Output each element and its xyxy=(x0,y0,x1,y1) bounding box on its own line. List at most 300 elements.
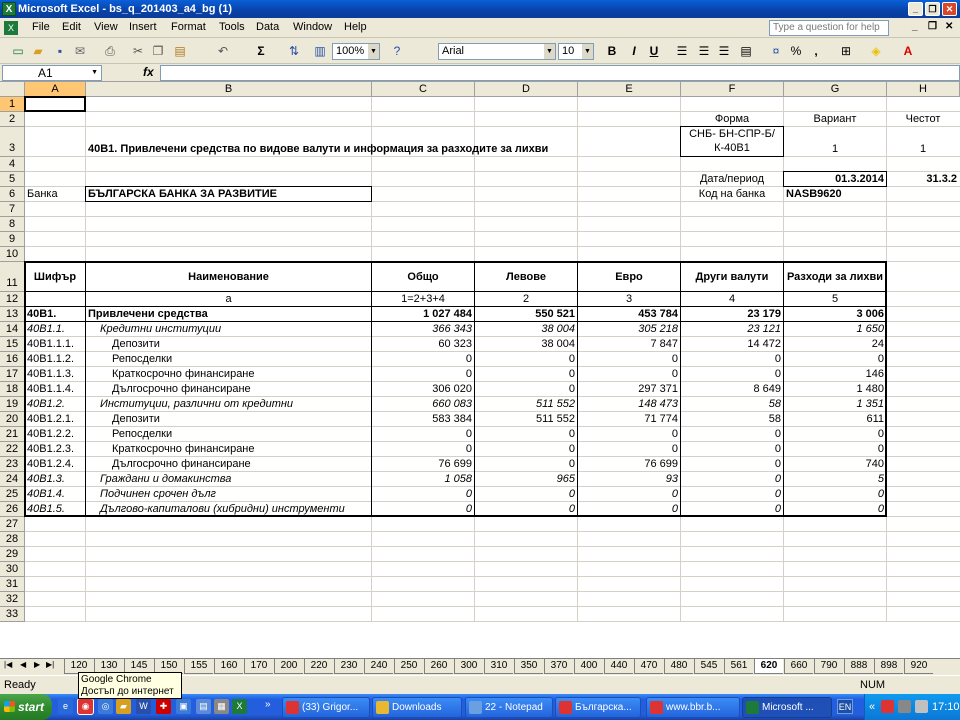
row-value[interactable]: 0 xyxy=(877,503,884,515)
row-code[interactable]: 40В1.4. xyxy=(27,488,65,500)
table-subheader-1[interactable]: а xyxy=(225,293,232,305)
new-icon[interactable]: ▭ xyxy=(12,44,24,58)
row-value[interactable]: 24 xyxy=(871,338,884,350)
sheet-tab-440[interactable]: 440 xyxy=(604,659,633,674)
row-value[interactable]: 0 xyxy=(671,488,678,500)
sheet-tab-400[interactable]: 400 xyxy=(574,659,603,674)
row-header-5[interactable]: 5 xyxy=(0,172,25,187)
tray-volume-icon[interactable] xyxy=(915,700,928,713)
menu-file[interactable]: File xyxy=(32,21,50,33)
sheet-tab-300[interactable]: 300 xyxy=(454,659,483,674)
excel-quicklaunch-icon[interactable]: X xyxy=(232,699,247,714)
row-header-8[interactable]: 8 xyxy=(0,217,25,232)
sheet-tab-230[interactable]: 230 xyxy=(334,659,363,674)
row-value[interactable]: 60 323 xyxy=(438,338,472,350)
row-value[interactable]: 0 xyxy=(568,443,575,455)
font-select[interactable] xyxy=(438,43,556,60)
task-app-icon xyxy=(650,701,663,714)
row-header-7[interactable]: 7 xyxy=(0,202,25,217)
ie-icon[interactable]: e xyxy=(58,699,73,714)
menu-format[interactable]: Format xyxy=(171,21,206,33)
clock[interactable]: 17:10 xyxy=(932,701,960,713)
row-header-3[interactable]: 3 xyxy=(0,127,25,157)
row-value[interactable]: 583 384 xyxy=(432,413,472,425)
row-value[interactable]: 0 xyxy=(774,488,781,500)
row-header-16[interactable]: 16 xyxy=(0,352,25,367)
taskbar-task-1[interactable] xyxy=(372,697,462,718)
next-sheet-icon[interactable]: ▶ xyxy=(34,660,41,669)
row-value[interactable]: 23 121 xyxy=(747,323,781,335)
spelling-icon[interactable]: ✂ xyxy=(132,44,144,58)
sheet-tab-145[interactable]: 145 xyxy=(124,659,153,674)
row-header-23[interactable]: 23 xyxy=(0,457,25,472)
grid-hline xyxy=(25,621,960,622)
row-value[interactable]: 0 xyxy=(877,353,884,365)
column-header-g[interactable]: G xyxy=(784,82,887,97)
row-header-33[interactable]: 33 xyxy=(0,607,25,622)
table-subheader-2[interactable]: 1=2+3+4 xyxy=(401,293,445,305)
row-header-6[interactable]: 6 xyxy=(0,187,25,202)
sheet-tab-370[interactable]: 370 xyxy=(544,659,573,674)
bank-code-label[interactable]: Код на банка xyxy=(698,188,766,200)
row-value[interactable]: 76 699 xyxy=(438,458,472,470)
paste-icon[interactable]: ▤ xyxy=(174,44,186,58)
row-value[interactable]: 3 006 xyxy=(856,308,884,320)
row-value[interactable]: 0 xyxy=(877,488,884,500)
variant-value[interactable]: 1 xyxy=(831,143,839,155)
row-value[interactable]: 0 xyxy=(774,353,781,365)
row-value[interactable]: 511 552 xyxy=(536,398,575,410)
currency-icon[interactable]: ¤ xyxy=(772,44,780,58)
row-value[interactable]: 0 xyxy=(568,353,575,365)
row-header-4[interactable]: 4 xyxy=(0,157,25,172)
row-code[interactable]: 40В1.3. xyxy=(27,473,65,485)
row-value[interactable]: 58 xyxy=(768,413,781,425)
row-code[interactable]: 40В1.2.4. xyxy=(27,458,75,470)
prev-sheet-icon[interactable]: ◀ xyxy=(20,660,27,669)
table-subheader-6[interactable]: 5 xyxy=(831,293,839,305)
row-value[interactable]: 0 xyxy=(774,458,781,470)
column-header-d[interactable]: D xyxy=(475,82,578,97)
folder-icon[interactable]: ▰ xyxy=(116,699,131,714)
taskbar-task-3[interactable] xyxy=(555,697,641,718)
maximize-button[interactable]: ❐ xyxy=(925,2,940,16)
row-header-19[interactable]: 19 xyxy=(0,397,25,412)
row-header-18[interactable]: 18 xyxy=(0,382,25,397)
sort-ascending-icon[interactable]: ⇅ xyxy=(288,44,300,58)
taskbar-task-2[interactable] xyxy=(465,697,553,718)
row-header-12[interactable]: 12 xyxy=(0,292,25,307)
row-value[interactable]: 8 649 xyxy=(753,383,781,395)
chrome-quicklaunch-icon[interactable]: ◉ xyxy=(78,699,93,714)
row-header-24[interactable]: 24 xyxy=(0,472,25,487)
row-value[interactable]: 0 xyxy=(671,428,678,440)
row-value[interactable]: 93 xyxy=(665,473,678,485)
column-header-a[interactable]: A xyxy=(25,82,86,97)
task-label: www.bbr.b... xyxy=(666,702,721,713)
row-value[interactable]: 306 020 xyxy=(432,383,472,395)
sheet-tab-150[interactable]: 150 xyxy=(154,659,183,674)
row-header-1[interactable]: 1 xyxy=(0,97,25,112)
taskbar-task-4[interactable] xyxy=(646,697,740,718)
row-value[interactable]: 0 xyxy=(465,443,472,455)
form-code[interactable]: СНБ- БН-СПР-Б/К-40В1 xyxy=(689,128,775,154)
table-header-1[interactable]: Наименование xyxy=(188,271,269,283)
row-value[interactable]: 0 xyxy=(568,428,575,440)
column-header-c[interactable]: C xyxy=(372,82,475,97)
row-value[interactable]: 965 xyxy=(556,473,575,485)
row-code[interactable]: 40В1.2.3. xyxy=(27,443,75,455)
row-value[interactable]: 0 xyxy=(465,353,472,365)
menu-tools[interactable]: Tools xyxy=(219,21,245,33)
sheet-tab-200[interactable]: 200 xyxy=(274,659,303,674)
table-col-border xyxy=(783,261,784,517)
sheet-tab-480[interactable]: 480 xyxy=(664,659,693,674)
menu-bar xyxy=(0,18,960,38)
date-start[interactable]: 01.3.2014 xyxy=(835,173,884,185)
row-value[interactable]: 305 218 xyxy=(638,323,678,335)
row-value[interactable]: 38 004 xyxy=(541,323,575,335)
row-code[interactable]: 40В1. xyxy=(27,308,57,320)
row-header-22[interactable]: 22 xyxy=(0,442,25,457)
frequency-label[interactable]: Честот xyxy=(905,113,941,125)
row-value[interactable]: 1 058 xyxy=(444,473,472,485)
frequency-value[interactable]: 1 xyxy=(919,143,927,155)
row-header-11[interactable]: 11 xyxy=(0,262,25,292)
menu-edit[interactable]: Edit xyxy=(62,21,81,33)
select-all-corner[interactable] xyxy=(0,82,25,97)
font-color-icon[interactable]: A xyxy=(903,44,913,58)
row-value[interactable]: 5 xyxy=(877,473,884,485)
row-value[interactable]: 0 xyxy=(568,368,575,380)
menu-help[interactable]: Help xyxy=(344,21,367,33)
permission-icon[interactable]: ✉ xyxy=(74,44,86,58)
save-icon[interactable]: ▪ xyxy=(57,44,63,58)
column-header-f[interactable]: F xyxy=(681,82,784,97)
row-header-28[interactable]: 28 xyxy=(0,532,25,547)
table-subheader-5[interactable]: 4 xyxy=(728,293,736,305)
row-name[interactable]: Репосделки xyxy=(112,428,173,440)
row-value[interactable]: 58 xyxy=(768,398,781,410)
tray-network-icon[interactable] xyxy=(898,700,911,713)
sheet-tab-155[interactable]: 155 xyxy=(184,659,213,674)
row-value[interactable]: 297 371 xyxy=(638,383,678,395)
sheet-tab-545[interactable]: 545 xyxy=(694,659,723,674)
font-size-select[interactable] xyxy=(558,43,594,60)
align-right-icon[interactable]: ☰ xyxy=(718,44,730,58)
row-value[interactable]: 1 650 xyxy=(856,323,884,335)
table-header-6[interactable]: Разходи за лихви xyxy=(786,271,884,283)
sheet-tab-920[interactable]: 920 xyxy=(904,659,933,674)
row-header-10[interactable]: 10 xyxy=(0,247,25,262)
calculator-icon[interactable]: ▦ xyxy=(214,699,229,714)
table-col-border xyxy=(474,261,475,517)
merge-center-icon[interactable]: ▤ xyxy=(740,44,752,58)
sheet-tab-561[interactable]: 561 xyxy=(724,659,753,674)
align-left-icon[interactable]: ☰ xyxy=(676,44,688,58)
row-header-32[interactable]: 32 xyxy=(0,592,25,607)
row-header-31[interactable]: 31 xyxy=(0,577,25,592)
sheet-tab-220[interactable]: 220 xyxy=(304,659,333,674)
row-value[interactable]: 7 847 xyxy=(650,338,678,350)
date-label[interactable]: Дата/период xyxy=(699,173,765,185)
insert-function-icon[interactable]: fx xyxy=(143,65,154,79)
row-value[interactable]: 611 xyxy=(866,413,884,425)
row-header-29[interactable]: 29 xyxy=(0,547,25,562)
sheet-tab-660[interactable]: 660 xyxy=(784,659,813,674)
row-value[interactable]: 0 xyxy=(671,368,678,380)
doc-restore-icon[interactable]: ❐ xyxy=(928,21,937,32)
chevron-down-icon: ▼ xyxy=(544,44,555,59)
column-header-b[interactable]: B xyxy=(86,82,372,97)
row-header-21[interactable]: 21 xyxy=(0,427,25,442)
row-header-26[interactable]: 26 xyxy=(0,502,25,517)
worksheet-grid[interactable] xyxy=(0,82,960,658)
last-sheet-icon[interactable]: ▶| xyxy=(46,660,55,669)
doc-minimize-icon[interactable]: _ xyxy=(912,21,918,32)
network-icon[interactable]: ▣ xyxy=(176,699,191,714)
row-code[interactable]: 40В1.1.4. xyxy=(27,383,75,395)
row-name[interactable]: Дългосрочно финансиране xyxy=(112,458,251,470)
row-value[interactable]: 0 xyxy=(774,473,781,485)
row-value[interactable]: 0 xyxy=(774,503,781,515)
sheet-tab-898[interactable]: 898 xyxy=(874,659,903,674)
zoom-value: 100% xyxy=(336,45,365,57)
grid-hline xyxy=(25,606,960,607)
excel-app-icon[interactable]: X xyxy=(2,2,16,16)
print-icon[interactable]: ⎙ xyxy=(105,44,115,58)
open-icon[interactable]: ▰ xyxy=(33,44,43,58)
bank-label[interactable]: Банка xyxy=(27,188,58,200)
row-name[interactable]: Подчинен срочен дълг xyxy=(100,488,216,500)
language-indicator[interactable]: EN xyxy=(837,699,853,714)
table-header-5[interactable]: Други валути xyxy=(695,271,769,283)
name-box[interactable] xyxy=(2,65,102,81)
zoom-select[interactable] xyxy=(332,43,380,60)
table-header-0[interactable]: Шифър xyxy=(33,271,77,283)
sheet-tab-470[interactable]: 470 xyxy=(634,659,663,674)
row-header-9[interactable]: 9 xyxy=(0,232,25,247)
sheet-tab-120[interactable]: 120 xyxy=(64,659,93,674)
table-border xyxy=(885,261,887,517)
row-header-30[interactable]: 30 xyxy=(0,562,25,577)
table-header-4[interactable]: Евро xyxy=(615,271,643,283)
sheet-tab-170[interactable]: 170 xyxy=(244,659,273,674)
window-title: Microsoft Excel - bs_q_201403_a4_bg (1) xyxy=(18,3,232,15)
copy-icon[interactable]: ❐ xyxy=(152,44,164,58)
selected-cell-a1[interactable] xyxy=(24,96,86,112)
row-name[interactable]: Краткосрочно финансиране xyxy=(112,443,255,455)
row-value[interactable]: 0 xyxy=(465,428,472,440)
report-title[interactable]: 40В1. Привлечени средства по видове валути и информация за разходите за лихви xyxy=(88,143,549,155)
row-value[interactable]: 38 004 xyxy=(541,338,575,350)
forma-label[interactable]: Форма xyxy=(714,113,750,125)
menu-window[interactable]: Window xyxy=(293,21,333,33)
row-value[interactable]: 0 xyxy=(568,488,575,500)
row-name[interactable]: Привлечени средства xyxy=(88,308,208,320)
ask-question-input[interactable]: Type a question for help xyxy=(769,20,889,36)
task-app-icon xyxy=(746,701,759,714)
column-header-h[interactable]: H xyxy=(887,82,960,97)
help-icon[interactable]: ? xyxy=(393,44,401,58)
sheet-tab-250[interactable]: 250 xyxy=(394,659,423,674)
taskbar-task-5[interactable] xyxy=(742,697,832,718)
minimize-button[interactable]: _ xyxy=(908,2,923,16)
row-name[interactable]: Дългосрочно финансиране xyxy=(112,383,251,395)
table-subheader-0[interactable] xyxy=(25,292,85,306)
row-name[interactable]: Институции, различни от кредитни xyxy=(100,398,294,410)
row-header-17[interactable]: 17 xyxy=(0,367,25,382)
name-box-value: A1 xyxy=(38,66,53,80)
row-value[interactable]: 14 472 xyxy=(747,338,781,350)
row-name[interactable]: Депозити xyxy=(112,413,160,425)
menu-insert[interactable]: Insert xyxy=(129,21,157,33)
chevron-down-icon: ▼ xyxy=(582,44,593,59)
row-code[interactable]: 40В1.2. xyxy=(27,398,65,410)
row-value[interactable]: 453 784 xyxy=(638,308,678,320)
row-value[interactable]: 0 xyxy=(465,503,472,515)
row-value[interactable]: 0 xyxy=(671,353,678,365)
fill-color-icon[interactable]: ◈ xyxy=(871,44,881,58)
row-value[interactable]: 0 xyxy=(774,368,781,380)
sheet-tab-160[interactable]: 160 xyxy=(214,659,243,674)
row-name[interactable]: Репосделки xyxy=(112,353,173,365)
row-name[interactable]: Депозити xyxy=(112,338,160,350)
row-code[interactable]: 40В1.2.2. xyxy=(27,428,75,440)
outlook-icon[interactable]: ◎ xyxy=(98,699,113,714)
row-value[interactable]: 0 xyxy=(568,503,575,515)
autosum-icon[interactable]: Σ xyxy=(257,44,265,58)
row-header-25[interactable]: 25 xyxy=(0,487,25,502)
row-code[interactable]: 40В1.2.1. xyxy=(27,413,75,425)
row-value[interactable]: 0 xyxy=(877,428,884,440)
taskbar-task-0[interactable] xyxy=(282,697,370,718)
row-code[interactable]: 40В1.1. xyxy=(27,323,65,335)
status-num: NUM xyxy=(860,679,886,691)
first-sheet-icon[interactable]: |◀ xyxy=(4,660,13,669)
row-value[interactable]: 148 473 xyxy=(638,398,678,410)
date-end[interactable]: 31.3.2 xyxy=(926,173,957,185)
table-header-3[interactable]: Левове xyxy=(506,271,546,283)
tooltip-title: Google Chrome xyxy=(81,674,152,685)
row-header-13[interactable]: 13 xyxy=(0,307,25,322)
row-value[interactable]: 0 xyxy=(774,428,781,440)
row-header-27[interactable]: 27 xyxy=(0,517,25,532)
row-code[interactable]: 40В1.5. xyxy=(27,503,65,515)
row-value[interactable]: 1 480 xyxy=(856,383,884,395)
row-code[interactable]: 40В1.1.1. xyxy=(27,338,75,350)
row-value[interactable]: 146 xyxy=(865,368,884,380)
chart-wizard-icon[interactable]: ▥ xyxy=(314,44,326,58)
sheet-tab-260[interactable]: 260 xyxy=(424,659,453,674)
align-center-icon[interactable]: ☰ xyxy=(698,44,710,58)
column-header-e[interactable]: E xyxy=(578,82,681,97)
sheet-tab-350[interactable]: 350 xyxy=(514,659,543,674)
row-value[interactable]: 740 xyxy=(865,458,884,470)
row-name[interactable]: Дългово-капиталови (хибридни) инструменти xyxy=(100,503,345,515)
menu-data[interactable]: Data xyxy=(256,21,280,33)
table-col-border xyxy=(85,261,86,517)
row-code[interactable]: 40В1.1.3. xyxy=(27,368,75,380)
row-value[interactable]: 23 179 xyxy=(747,308,781,320)
sheet-tab-310[interactable]: 310 xyxy=(484,659,513,674)
row-value[interactable]: 76 699 xyxy=(644,458,678,470)
underline-icon[interactable]: U xyxy=(649,44,659,58)
row-name[interactable]: Краткосрочно финансиране xyxy=(112,368,255,380)
comma-style-icon[interactable]: , xyxy=(814,44,818,58)
status-ready: Ready xyxy=(4,679,36,691)
row-name[interactable]: Граждани и домакинства xyxy=(100,473,232,485)
sheet-tab-790[interactable]: 790 xyxy=(814,659,843,674)
sheet-tab-130[interactable]: 130 xyxy=(94,659,123,674)
row-value[interactable]: 1 027 484 xyxy=(423,308,472,320)
row-header-14[interactable]: 14 xyxy=(0,322,25,337)
task-label: (33) Grigor... xyxy=(302,702,359,713)
row-value[interactable]: 660 083 xyxy=(432,398,472,410)
row-value[interactable]: 550 521 xyxy=(535,308,575,320)
close-button[interactable]: ✕ xyxy=(942,2,957,16)
sheet-tab-888[interactable]: 888 xyxy=(844,659,873,674)
tray-app-icon[interactable] xyxy=(881,700,894,713)
row-value[interactable]: 0 xyxy=(671,503,678,515)
row-header-2[interactable]: 2 xyxy=(0,112,25,127)
sheet-tab-620[interactable]: 620 xyxy=(754,659,783,674)
row-value[interactable]: 0 xyxy=(774,443,781,455)
table-col-border xyxy=(371,261,372,517)
task-app-icon xyxy=(286,701,299,714)
italic-icon[interactable]: I xyxy=(632,44,636,58)
row-value[interactable]: 0 xyxy=(465,368,472,380)
menu-view[interactable]: View xyxy=(94,21,118,33)
row-value[interactable]: 0 xyxy=(671,443,678,455)
bold-icon[interactable]: B xyxy=(607,44,617,58)
table-border xyxy=(24,515,887,517)
table-subheader-4[interactable]: 3 xyxy=(625,293,633,305)
sheet-tab-240[interactable]: 240 xyxy=(364,659,393,674)
undo-icon[interactable]: ↶ xyxy=(217,44,229,58)
row-value[interactable]: 71 774 xyxy=(644,413,678,425)
start-button[interactable] xyxy=(0,694,52,720)
borders-icon[interactable]: ⊞ xyxy=(840,44,852,58)
row-value[interactable]: 0 xyxy=(465,488,472,500)
percent-icon[interactable]: % xyxy=(790,44,802,58)
table-subheader-3[interactable]: 2 xyxy=(522,293,530,305)
row-value[interactable]: 1 351 xyxy=(856,398,884,410)
bank-code[interactable]: NASB9620 xyxy=(786,188,842,200)
form-code-border xyxy=(680,126,681,157)
row-value[interactable]: 0 xyxy=(877,443,884,455)
word-icon[interactable]: W xyxy=(136,699,151,714)
notepad-icon[interactable]: ▤ xyxy=(196,699,211,714)
bank-name[interactable]: БЪЛГАРСКА БАНКА ЗА РАЗВИТИЕ xyxy=(88,188,277,200)
uk-flag-icon[interactable]: ✚ xyxy=(156,699,171,714)
row-header-15[interactable]: 15 xyxy=(0,337,25,352)
variant-label[interactable]: Вариант xyxy=(813,113,857,125)
row-value[interactable]: 0 xyxy=(568,383,575,395)
row-value[interactable]: 0 xyxy=(568,458,575,470)
row-code[interactable]: 40В1.1.2. xyxy=(27,353,75,365)
row-name[interactable]: Кредитни институции xyxy=(100,323,222,335)
row-header-20[interactable]: 20 xyxy=(0,412,25,427)
doc-close-icon[interactable]: ✕ xyxy=(945,21,954,32)
more-icon[interactable]: » xyxy=(265,699,271,710)
formula-input[interactable] xyxy=(160,65,960,81)
row-value[interactable]: 366 343 xyxy=(432,323,472,335)
workbook-icon[interactable]: X xyxy=(4,21,18,35)
row-value[interactable]: 511 552 xyxy=(536,413,575,425)
table-header-2[interactable]: Общо xyxy=(407,271,439,283)
tray-expand-icon[interactable]: « xyxy=(869,701,876,713)
